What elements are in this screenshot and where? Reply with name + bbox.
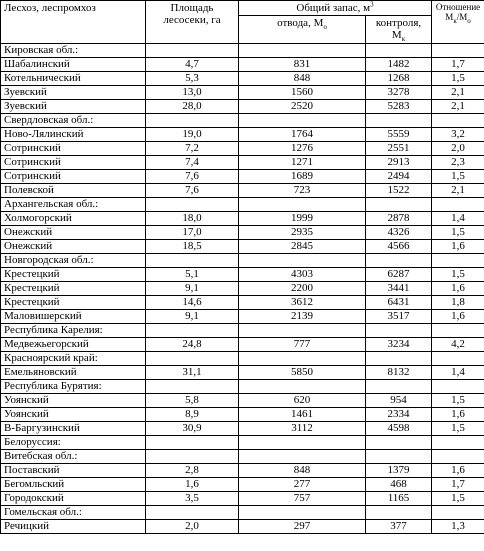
table-row <box>1 128 484 142</box>
region-label: Республика Карелия: <box>1 324 146 338</box>
area-cell: 5,1 <box>146 268 239 282</box>
ratio-cell: 1,5 <box>432 170 484 184</box>
ratio-cell: 1,5 <box>432 226 484 240</box>
kontrol-stock-cell: 5283 <box>366 100 432 114</box>
region-row <box>1 324 484 338</box>
header-otvod-text: отвода, М <box>277 17 324 29</box>
otvod-stock-cell: 3612 <box>239 296 366 310</box>
kontrol-stock-cell: 4326 <box>366 226 432 240</box>
empty-cell <box>366 436 432 450</box>
empty-cell <box>146 380 239 394</box>
empty-cell <box>146 450 239 464</box>
kontrol-stock-cell: 4566 <box>366 240 432 254</box>
kontrol-stock-cell: 6431 <box>366 296 432 310</box>
empty-cell <box>432 450 484 464</box>
empty-cell <box>146 198 239 212</box>
empty-cell <box>432 380 484 394</box>
ratio-cell: 1,6 <box>432 408 484 422</box>
kontrol-stock-cell: 954 <box>366 394 432 408</box>
region-row <box>1 198 484 212</box>
region-label: Витебская обл.: <box>1 450 146 464</box>
area-cell: 3,5 <box>146 492 239 506</box>
area-cell: 13,0 <box>146 86 239 100</box>
kontrol-stock-cell: 468 <box>366 478 432 492</box>
empty-cell <box>432 436 484 450</box>
empty-cell <box>432 114 484 128</box>
header-total-text: Общий запас, м <box>296 2 371 14</box>
table-row <box>1 408 484 422</box>
region-label: Красноярский край: <box>1 352 146 366</box>
table-row <box>1 464 484 478</box>
table-row <box>1 422 484 436</box>
forestry-name-cell: Ново-Лялинский <box>1 128 146 142</box>
region-row <box>1 380 484 394</box>
otvod-stock-cell: 1999 <box>239 212 366 226</box>
area-cell: 19,0 <box>146 128 239 142</box>
empty-cell <box>239 506 366 520</box>
region-row <box>1 506 484 520</box>
empty-cell <box>366 324 432 338</box>
header-ratio-slash: /М <box>456 12 468 22</box>
table-row <box>1 520 484 534</box>
table-row <box>1 296 484 310</box>
ratio-cell: 1,5 <box>432 394 484 408</box>
header-area <box>146 1 239 44</box>
area-cell: 7,4 <box>146 156 239 170</box>
otvod-stock-cell: 1560 <box>239 86 366 100</box>
table-row <box>1 58 484 72</box>
empty-cell <box>366 254 432 268</box>
empty-cell <box>239 436 366 450</box>
empty-cell <box>239 380 366 394</box>
empty-cell <box>239 114 366 128</box>
region-row <box>1 114 484 128</box>
forestry-name-cell: Поставский <box>1 464 146 478</box>
header-total-stock <box>239 1 432 16</box>
table-row <box>1 86 484 100</box>
empty-cell <box>146 506 239 520</box>
forestry-name-cell: Городокский <box>1 492 146 506</box>
area-cell: 31,1 <box>146 366 239 380</box>
otvod-stock-cell: 2200 <box>239 282 366 296</box>
region-row <box>1 352 484 366</box>
otvod-stock-cell: 2139 <box>239 310 366 324</box>
table-row <box>1 478 484 492</box>
otvod-stock-cell: 4303 <box>239 268 366 282</box>
kontrol-stock-cell: 1482 <box>366 58 432 72</box>
table-row <box>1 240 484 254</box>
forestry-name-cell: В-Баргузинский <box>1 422 146 436</box>
ratio-cell: 1,4 <box>432 366 484 380</box>
otvod-stock-cell: 2935 <box>239 226 366 240</box>
area-cell: 24,8 <box>146 338 239 352</box>
kontrol-stock-cell: 3278 <box>366 86 432 100</box>
kontrol-stock-cell: 1268 <box>366 72 432 86</box>
otvod-stock-cell: 1689 <box>239 170 366 184</box>
forestry-name-cell: Онежский <box>1 240 146 254</box>
table-row <box>1 100 484 114</box>
header-name-text: Лесхоз, леспромхоз <box>4 2 96 14</box>
area-cell: 7,6 <box>146 184 239 198</box>
ratio-cell: 2,0 <box>432 142 484 156</box>
header-ratio-line1: Отношение <box>435 2 481 12</box>
area-cell: 28,0 <box>146 100 239 114</box>
area-cell: 17,0 <box>146 226 239 240</box>
kontrol-stock-cell: 2494 <box>366 170 432 184</box>
forestry-name-cell: Зуевский <box>1 86 146 100</box>
empty-cell <box>146 352 239 366</box>
table-row <box>1 142 484 156</box>
header-ratio-a: М <box>445 12 454 22</box>
forestry-name-cell: Сотринский <box>1 142 146 156</box>
header-total-sup: 3 <box>370 0 374 9</box>
ratio-cell: 4,2 <box>432 338 484 352</box>
kontrol-stock-cell: 1165 <box>366 492 432 506</box>
area-cell: 9,1 <box>146 310 239 324</box>
header-kontrol-line1: контроля, <box>375 17 422 29</box>
region-label: Новгородская обл.: <box>1 254 146 268</box>
kontrol-stock-cell: 3234 <box>366 338 432 352</box>
table-body <box>1 44 484 534</box>
otvod-stock-cell: 1271 <box>239 156 366 170</box>
empty-cell <box>366 352 432 366</box>
otvod-stock-cell: 848 <box>239 72 366 86</box>
area-cell: 9,1 <box>146 282 239 296</box>
kontrol-stock-cell: 377 <box>366 520 432 534</box>
area-cell: 2,8 <box>146 464 239 478</box>
ratio-cell: 1,8 <box>432 296 484 310</box>
forestry-name-cell: Онежский <box>1 226 146 240</box>
empty-cell <box>239 44 366 58</box>
table-row <box>1 156 484 170</box>
kontrol-stock-cell: 1522 <box>366 184 432 198</box>
region-label: Свердловская обл.: <box>1 114 146 128</box>
header-kontrol-sub: к <box>401 35 406 44</box>
ratio-cell: 1,5 <box>432 72 484 86</box>
empty-cell <box>432 254 484 268</box>
ratio-cell: 2,1 <box>432 86 484 100</box>
ratio-cell: 1,3 <box>432 520 484 534</box>
empty-cell <box>146 44 239 58</box>
empty-cell <box>432 506 484 520</box>
table-row <box>1 310 484 324</box>
forestry-name-cell: Крестецкий <box>1 268 146 282</box>
area-cell: 30,9 <box>146 422 239 436</box>
region-row <box>1 44 484 58</box>
empty-cell <box>432 198 484 212</box>
kontrol-stock-cell: 2913 <box>366 156 432 170</box>
otvod-stock-cell: 3112 <box>239 422 366 436</box>
kontrol-stock-cell: 8132 <box>366 366 432 380</box>
table-row <box>1 338 484 352</box>
otvod-stock-cell: 297 <box>239 520 366 534</box>
header-area-line2: лесосеки, га <box>163 14 221 26</box>
empty-cell <box>146 114 239 128</box>
forestry-name-cell: Крестецкий <box>1 296 146 310</box>
header-kontrol-m: М <box>391 29 402 41</box>
otvod-stock-cell: 2845 <box>239 240 366 254</box>
table-row <box>1 226 484 240</box>
table-row <box>1 492 484 506</box>
empty-cell <box>239 352 366 366</box>
otvod-stock-cell: 848 <box>239 464 366 478</box>
kontrol-stock-cell: 2334 <box>366 408 432 422</box>
table-row <box>1 184 484 198</box>
ratio-cell: 1,5 <box>432 492 484 506</box>
region-label: Кировская обл.: <box>1 44 146 58</box>
otvod-stock-cell: 5850 <box>239 366 366 380</box>
forestry-name-cell: Полевской <box>1 184 146 198</box>
forestry-name-cell: Шабалинский <box>1 58 146 72</box>
table-row <box>1 366 484 380</box>
forestry-name-cell: Маловишерский <box>1 310 146 324</box>
otvod-stock-cell: 1764 <box>239 128 366 142</box>
ratio-cell: 1,5 <box>432 422 484 436</box>
empty-cell <box>239 254 366 268</box>
otvod-stock-cell: 757 <box>239 492 366 506</box>
region-label: Республика Бурятия: <box>1 380 146 394</box>
area-cell: 7,6 <box>146 170 239 184</box>
header-area-line1: Площадь <box>170 2 214 14</box>
empty-cell <box>239 198 366 212</box>
forestry-name-cell: Сотринский <box>1 156 146 170</box>
area-cell: 5,3 <box>146 72 239 86</box>
region-label: Белоруссия: <box>1 436 146 450</box>
header-ratio-b-sub: о <box>467 16 471 25</box>
region-row <box>1 254 484 268</box>
empty-cell <box>432 352 484 366</box>
table-row <box>1 170 484 184</box>
otvod-stock-cell: 2520 <box>239 100 366 114</box>
otvod-stock-cell: 620 <box>239 394 366 408</box>
otvod-stock-cell: 777 <box>239 338 366 352</box>
forestry-name-cell: Котельнический <box>1 72 146 86</box>
forestry-name-cell: Медвежьегорский <box>1 338 146 352</box>
otvod-stock-cell: 277 <box>239 478 366 492</box>
ratio-cell: 2,3 <box>432 156 484 170</box>
table-row <box>1 212 484 226</box>
otvod-stock-cell: 723 <box>239 184 366 198</box>
ratio-cell: 1,7 <box>432 478 484 492</box>
area-cell: 18,0 <box>146 212 239 226</box>
area-cell: 5,8 <box>146 394 239 408</box>
otvod-stock-cell: 1461 <box>239 408 366 422</box>
kontrol-stock-cell: 3441 <box>366 282 432 296</box>
forestry-name-cell: Уоянский <box>1 408 146 422</box>
kontrol-stock-cell: 5559 <box>366 128 432 142</box>
forestry-name-cell: Крестецкий <box>1 282 146 296</box>
header-row-1 <box>1 1 484 16</box>
kontrol-stock-cell: 3517 <box>366 310 432 324</box>
ratio-cell: 3,2 <box>432 128 484 142</box>
area-cell: 4,7 <box>146 58 239 72</box>
area-cell: 8,9 <box>146 408 239 422</box>
region-row <box>1 450 484 464</box>
ratio-cell: 1,6 <box>432 282 484 296</box>
empty-cell <box>146 436 239 450</box>
kontrol-stock-cell: 6287 <box>366 268 432 282</box>
region-label: Архангельская обл.: <box>1 198 146 212</box>
ratio-cell: 1,5 <box>432 268 484 282</box>
empty-cell <box>239 450 366 464</box>
ratio-cell: 1,6 <box>432 240 484 254</box>
empty-cell <box>366 506 432 520</box>
empty-cell <box>366 114 432 128</box>
header-otvod <box>239 16 366 44</box>
region-label: Гомельская обл.: <box>1 506 146 520</box>
ratio-cell: 1,4 <box>432 212 484 226</box>
header-name <box>1 1 146 44</box>
header-kontrol <box>366 16 432 44</box>
ratio-cell: 1,6 <box>432 464 484 478</box>
ratio-cell: 1,6 <box>432 310 484 324</box>
forestry-name-cell: Бегомльский <box>1 478 146 492</box>
header-ratio <box>432 1 484 44</box>
table-row <box>1 282 484 296</box>
empty-cell <box>432 324 484 338</box>
empty-cell <box>366 380 432 394</box>
forestry-name-cell: Емельяновский <box>1 366 146 380</box>
empty-cell <box>366 450 432 464</box>
area-cell: 18,5 <box>146 240 239 254</box>
empty-cell <box>239 324 366 338</box>
area-cell: 14,6 <box>146 296 239 310</box>
empty-cell <box>366 44 432 58</box>
otvod-stock-cell: 831 <box>239 58 366 72</box>
area-cell: 7,2 <box>146 142 239 156</box>
empty-cell <box>146 254 239 268</box>
kontrol-stock-cell: 4598 <box>366 422 432 436</box>
kontrol-stock-cell: 1379 <box>366 464 432 478</box>
empty-cell <box>432 44 484 58</box>
ratio-cell: 2,1 <box>432 184 484 198</box>
table-row <box>1 72 484 86</box>
header-ratio-a-sub: к <box>453 16 457 25</box>
forestry-name-cell: Холмогорский <box>1 212 146 226</box>
table-row <box>1 394 484 408</box>
forestry-name-cell: Зуевский <box>1 100 146 114</box>
kontrol-stock-cell: 2551 <box>366 142 432 156</box>
forestry-name-cell: Уоянский <box>1 394 146 408</box>
otvod-stock-cell: 1276 <box>239 142 366 156</box>
kontrol-stock-cell: 2878 <box>366 212 432 226</box>
header-otvod-sub: о <box>323 23 327 32</box>
ratio-cell: 1,7 <box>432 58 484 72</box>
table-row <box>1 268 484 282</box>
area-cell: 1,6 <box>146 478 239 492</box>
forestry-name-cell: Сотринский <box>1 170 146 184</box>
empty-cell <box>366 198 432 212</box>
empty-cell <box>146 324 239 338</box>
region-row <box>1 436 484 450</box>
area-cell: 2,0 <box>146 520 239 534</box>
ratio-cell: 2,1 <box>432 100 484 114</box>
forestry-name-cell: Речицкий <box>1 520 146 534</box>
